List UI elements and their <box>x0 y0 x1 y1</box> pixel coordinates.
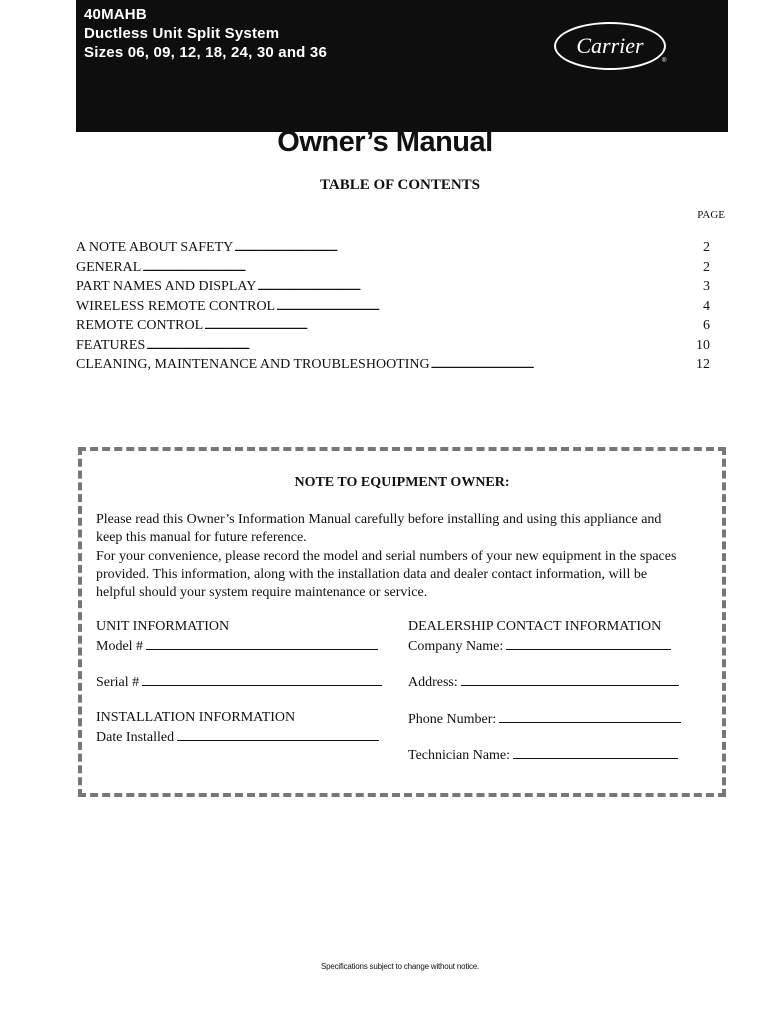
toc-entry-page: 12 <box>696 357 710 372</box>
toc-leader-dots <box>257 278 702 298</box>
toc-entry-page: 6 <box>703 318 710 333</box>
installation-info-heading: INSTALLATION INFORMATION <box>96 710 296 725</box>
toc-leader-dots <box>276 298 702 318</box>
phone-number-label: Phone Number: <box>408 712 497 727</box>
toc-entry-page: 4 <box>703 298 710 314</box>
toc-heading: TABLE OF CONTENTS <box>319 177 481 193</box>
toc-leader-dots <box>146 337 695 357</box>
company-name-blank[interactable] <box>506 637 671 650</box>
footer-disclaimer: Specifications subject to change without notice. <box>320 962 480 971</box>
toc-leader-dots <box>234 239 702 259</box>
company-name-field[interactable] <box>408 637 671 655</box>
owner-note-body <box>96 511 736 602</box>
model-label: Model # <box>96 639 144 654</box>
toc-entry[interactable] <box>76 278 710 298</box>
unit-sizes: Sizes 06, 09, 12, 18, 24, 30 and 36 <box>84 44 327 61</box>
serial-label: Serial # <box>96 675 140 690</box>
toc-entry-label: GENERAL <box>76 259 142 275</box>
table-of-contents <box>76 239 710 376</box>
toc-entry-page: 2 <box>703 240 710 255</box>
toc-entry[interactable] <box>76 317 710 337</box>
note-line: For your convenience, please record the model and serial numbers of your new equipment in the spaces <box>96 548 677 564</box>
toc-entry-label: WIRELESS REMOTE CONTROL <box>76 298 276 314</box>
toc-entry[interactable] <box>76 239 710 259</box>
serial-blank[interactable] <box>142 673 382 686</box>
technician-name-label: Technician Name: <box>408 748 511 763</box>
date-installed-blank[interactable] <box>177 728 379 741</box>
technician-name-blank[interactable] <box>513 746 678 759</box>
note-line: Please read this Owner’s Information Manual carefully before installing and using this appliance and <box>96 512 662 527</box>
toc-entry-page: 3 <box>703 279 710 294</box>
carrier-logo <box>554 22 666 70</box>
phone-number-blank[interactable] <box>499 710 681 723</box>
technician-name-field[interactable] <box>408 746 678 764</box>
header-banner <box>76 0 728 132</box>
toc-entry[interactable] <box>76 337 710 357</box>
address-label: Address: <box>408 675 458 690</box>
model-blank[interactable] <box>146 637 378 650</box>
phone-number-field[interactable] <box>408 710 681 728</box>
date-installed-field[interactable] <box>96 728 379 746</box>
owner-note-title: NOTE TO EQUIPMENT OWNER: <box>294 475 510 490</box>
document-title: Owner’s Manual <box>277 126 493 158</box>
toc-leader-dots <box>142 259 702 279</box>
dealership-info-heading: DEALERSHIP CONTACT INFORMATION <box>408 619 662 634</box>
toc-entry[interactable] <box>76 298 710 318</box>
owner-note-box <box>78 447 726 797</box>
toc-entry-label: CLEANING, MAINTENANCE AND TROUBLESHOOTING <box>76 357 430 372</box>
date-installed-label: Date Installed <box>96 730 175 745</box>
note-line: helpful should your system require maintenance or service. <box>96 585 428 601</box>
registered-mark: ® <box>662 58 667 64</box>
toc-entry-label: FEATURES <box>76 337 146 353</box>
toc-entry-page: 2 <box>703 259 710 275</box>
company-name-label: Company Name: <box>408 639 504 654</box>
note-line: keep this manual for future reference. <box>96 530 307 546</box>
address-field[interactable] <box>408 673 679 691</box>
toc-entry-page: 10 <box>696 337 710 353</box>
toc-page-label: PAGE <box>697 209 725 221</box>
toc-entry[interactable] <box>76 259 710 279</box>
logo-text: Carrier <box>576 33 644 58</box>
toc-entry-label: REMOTE CONTROL <box>76 318 204 333</box>
toc-leader-dots <box>204 317 702 337</box>
system-name: Ductless Unit Split System <box>84 25 280 42</box>
toc-entry-label: PART NAMES AND DISPLAY <box>76 279 257 294</box>
toc-entry[interactable] <box>76 356 710 376</box>
toc-leader-dots <box>431 356 695 376</box>
note-line: provided. This information, along with the installation data and dealer contact information, will be <box>96 566 648 582</box>
toc-entry-label: A NOTE ABOUT SAFETY <box>76 240 234 255</box>
serial-field[interactable] <box>96 673 382 691</box>
model-field[interactable] <box>96 637 378 655</box>
address-blank[interactable] <box>461 673 679 686</box>
model-number: 40MAHB <box>84 6 147 23</box>
unit-info-heading: UNIT INFORMATION <box>96 619 230 634</box>
